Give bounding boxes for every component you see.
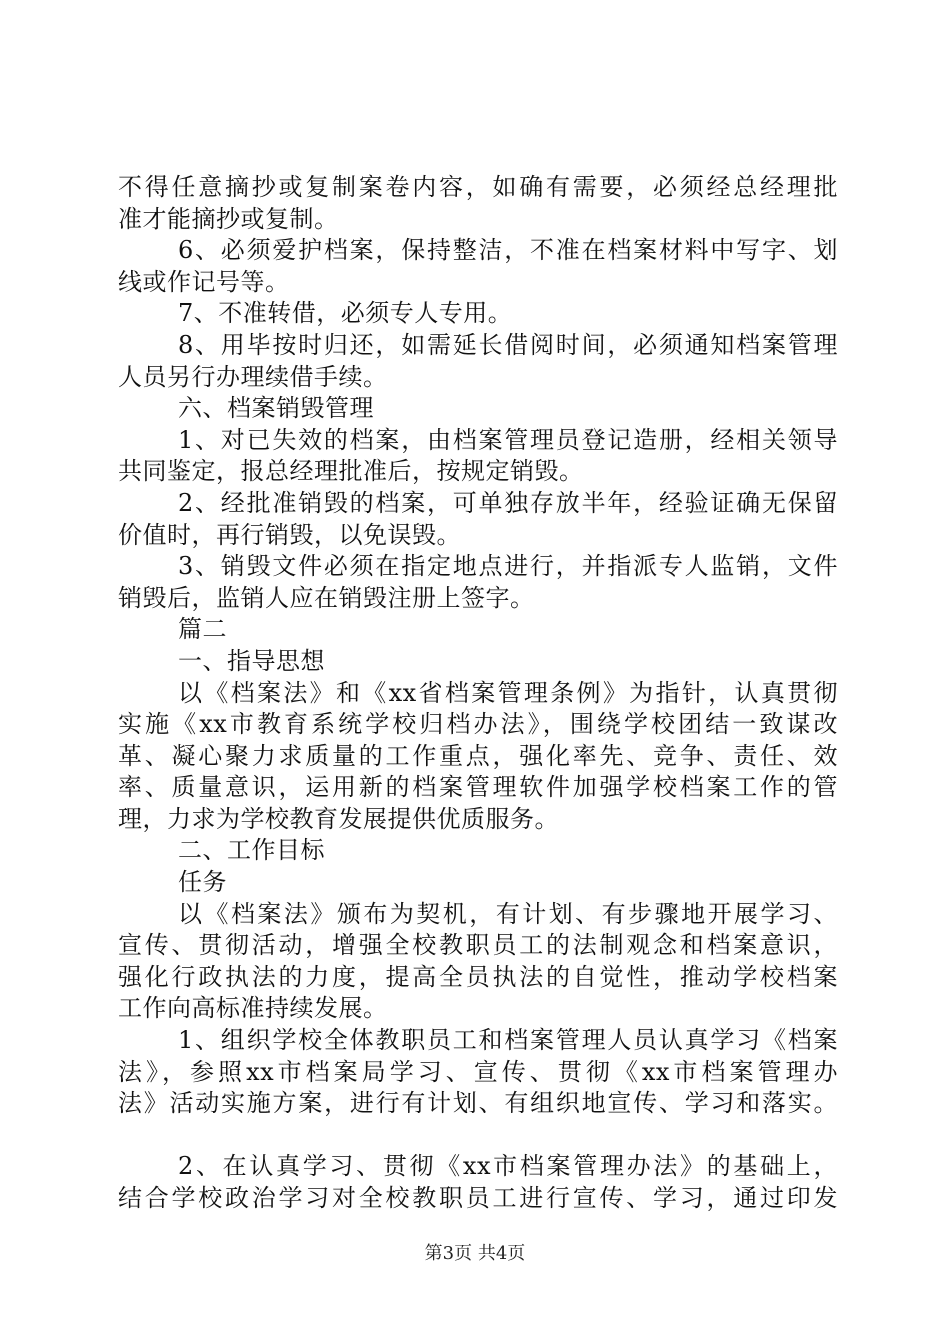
section-heading: 篇二 xyxy=(178,615,227,644)
paragraph-line: 价值时，再行销毁，以免误毁。 xyxy=(118,520,461,549)
paragraph-line: 工作向高标准持续发展。 xyxy=(118,994,388,1023)
paragraph-line: 结合学校政治学习对全校教职员工进行宣传、学习，通过印发 xyxy=(118,1184,838,1212)
paragraph-line: 理，力求为学校教育发展提供优质服务。 xyxy=(118,804,559,833)
paragraph-line: 不得任意摘抄或复制案卷内容，如确有需要，必须经总经理批 xyxy=(118,173,838,201)
paragraph-line: 以《档案法》颁布为契机，有计划、有步骤地开展学习、 xyxy=(178,899,838,928)
paragraph-line: 革、凝心聚力求质量的工作重点，强化率先、竞争、责任、效 xyxy=(118,741,838,770)
paragraph-line: 宣传、贯彻活动，增强全校教职员工的法制观念和档案意识， xyxy=(118,931,838,960)
paragraph-line: 8、用毕按时归还，如需延长借阅时间，必须通知档案管理 xyxy=(178,330,838,359)
paragraph-line: 强化行政执法的力度，提高全员执法的自觉性，推动学校档案 xyxy=(118,962,838,991)
paragraph-line: 法》，参照xx市档案局学习、宣传、贯彻《xx市档案管理办 xyxy=(118,1057,838,1086)
paragraph-gap xyxy=(118,1120,838,1152)
paragraph-line: 7、不准转借，必须专人专用。 xyxy=(178,299,513,328)
paragraph-line: 2、经批准销毁的档案，可单独存放半年，经验证确无保留 xyxy=(178,488,838,517)
paragraph-line: 实施《xx市教育系统学校归档办法》，围绕学校团结一致谋改 xyxy=(118,710,838,739)
paragraph-line: 6、必须爱护档案，保持整洁，不准在档案材料中写字、划 xyxy=(178,236,838,265)
paragraph-line: 3、销毁文件必须在指定地点进行，并指派专人监销，文件 xyxy=(178,552,838,581)
paragraph-line: 1、对已失效的档案，由档案管理员登记造册，经相关领导 xyxy=(178,425,838,454)
paragraph-line: 以《档案法》和《xx省档案管理条例》为指针，认真贯彻 xyxy=(178,678,838,707)
section-heading: 二、工作目标 xyxy=(178,836,325,865)
page-number-footer: 第3页 共4页 xyxy=(424,1243,526,1264)
document-body xyxy=(118,172,838,1215)
section-heading: 六、档案销毁管理 xyxy=(178,394,374,423)
paragraph-line: 人员另行办理续借手续。 xyxy=(118,362,388,391)
paragraph-line: 线或作记号等。 xyxy=(118,267,290,296)
paragraph-line: 2、在认真学习、贯彻《xx市档案管理办法》的基础上， xyxy=(178,1152,838,1181)
paragraph-line: 率、质量意识，运用新的档案管理软件加强学校档案工作的管 xyxy=(118,773,838,802)
paragraph-line: 1、组织学校全体教职员工和档案管理人员认真学习《档案 xyxy=(178,1026,838,1055)
paragraph-line: 销毁后，监销人应在销毁注册上签字。 xyxy=(118,583,535,612)
section-heading: 任务 xyxy=(178,868,227,897)
paragraph-line: 共同鉴定，报总经理批准后，按规定销毁。 xyxy=(118,457,584,486)
paragraph-line: 准才能摘抄或复制。 xyxy=(118,204,339,233)
paragraph-line: 法》活动实施方案，进行有计划、有组织地宣传、学习和落实。 xyxy=(118,1089,838,1118)
section-heading: 一、指导思想 xyxy=(178,646,325,675)
